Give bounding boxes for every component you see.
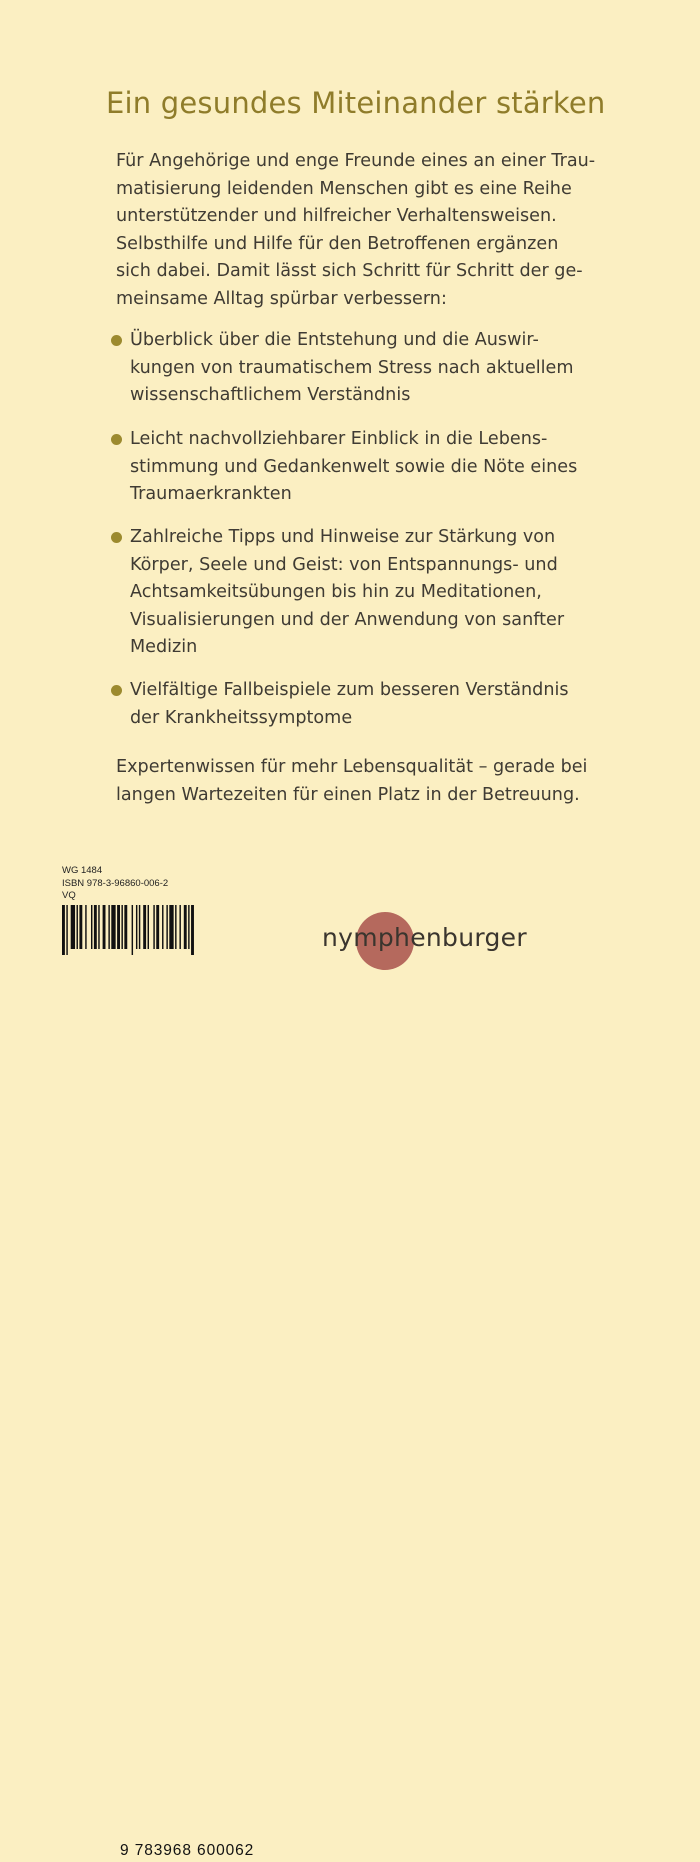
product-group-code: WG 1484 bbox=[62, 865, 103, 876]
barcode-bar bbox=[162, 905, 163, 949]
list-item-text: Überblick über die Entstehung und die Auswir- kungen von traumatischem Stress nach aktuellem wissenschaftlichem Verständnis bbox=[130, 330, 574, 405]
cover-headline: Ein gesundes Miteinander stärken bbox=[106, 86, 606, 120]
list-item-text: Leicht nachvollziehbarer Einblick in die Lebens- stimmung und Gedankenwelt sowie die Nöte eines Traumaerkrankten bbox=[130, 429, 578, 504]
barcode-bar bbox=[66, 905, 67, 955]
barcode-bar bbox=[184, 905, 187, 949]
barcode-bars-icon bbox=[56, 905, 238, 955]
barcode-bar bbox=[188, 905, 189, 949]
vq-code: VQ bbox=[62, 890, 76, 901]
bullet-dot-icon bbox=[111, 532, 122, 543]
barcode-bar bbox=[79, 905, 82, 949]
barcode-bar bbox=[91, 905, 92, 949]
publisher-logo bbox=[322, 912, 562, 970]
barcode-bar bbox=[143, 905, 146, 949]
barcode-digits: 9 783968 600062 bbox=[118, 1840, 296, 1862]
isbn-barcode bbox=[56, 905, 255, 1859]
barcode-bar bbox=[166, 905, 167, 949]
barcode-bar bbox=[148, 905, 149, 949]
barcode-bar bbox=[136, 905, 137, 949]
barcode-bar bbox=[132, 905, 133, 955]
barcode-bar bbox=[191, 905, 194, 955]
barcode-bar bbox=[139, 905, 140, 949]
barcode-bar bbox=[77, 905, 78, 949]
bullet-dot-icon bbox=[111, 685, 122, 696]
closing-paragraph: Expertenwissen für mehr Lebensqualität – gerade bei langen Wartezeiten für einen Platz in der Betreuung. bbox=[116, 757, 588, 805]
barcode-bar bbox=[124, 905, 127, 949]
barcode-bar bbox=[85, 905, 86, 949]
isbn-label: ISBN 978-3-96860-006-2 bbox=[62, 877, 169, 889]
list-item-text: Vielfältige Fallbeispiele zum besseren Verständnis der Krankheitssymptome bbox=[130, 680, 569, 728]
barcode-bar bbox=[108, 905, 109, 949]
barcode-bar bbox=[117, 905, 120, 949]
list-item bbox=[111, 524, 631, 662]
publisher-name: nymphenburger bbox=[322, 923, 527, 952]
barcode-bar bbox=[179, 905, 180, 949]
barcode-bar bbox=[62, 905, 65, 955]
barcode-bar bbox=[94, 905, 97, 949]
barcode-bar bbox=[111, 905, 115, 949]
list-item-text: Zahlreiche Tipps und Hinweise zur Stärkung von Körper, Seele und Geist: von Entspannungs- und Achtsamkeitsübungen bis hin zu Meditationen, Visualisierungen und der Anwendung von sanfter Medizin bbox=[130, 527, 565, 657]
barcode-bar bbox=[153, 905, 154, 949]
intro-paragraph: Für Angehörige und enge Freunde eines an einer Trau- matisierung leidenden Menschen gibt es eine Reihe unterstützender und hilfreicher Verhaltensweisen. Selbsthilfe und Hilfe für den Betroffenen ergänzen sich dabei. Damit lässt sich Schritt für Schritt der ge- meinsame Alltag spürbar verbessern: bbox=[116, 151, 596, 309]
barcode-bar bbox=[156, 905, 159, 949]
barcode-bar bbox=[175, 905, 176, 949]
list-item bbox=[111, 327, 631, 410]
bullet-dot-icon bbox=[111, 335, 122, 346]
list-item bbox=[111, 426, 631, 509]
book-metadata bbox=[62, 865, 168, 903]
bullet-dot-icon bbox=[111, 434, 122, 445]
barcode-bar bbox=[71, 905, 75, 949]
barcode-bar bbox=[121, 905, 122, 949]
barcode-bar bbox=[103, 905, 106, 949]
list-item bbox=[111, 677, 631, 732]
barcode-bar bbox=[169, 905, 173, 949]
barcode-bar bbox=[98, 905, 99, 949]
